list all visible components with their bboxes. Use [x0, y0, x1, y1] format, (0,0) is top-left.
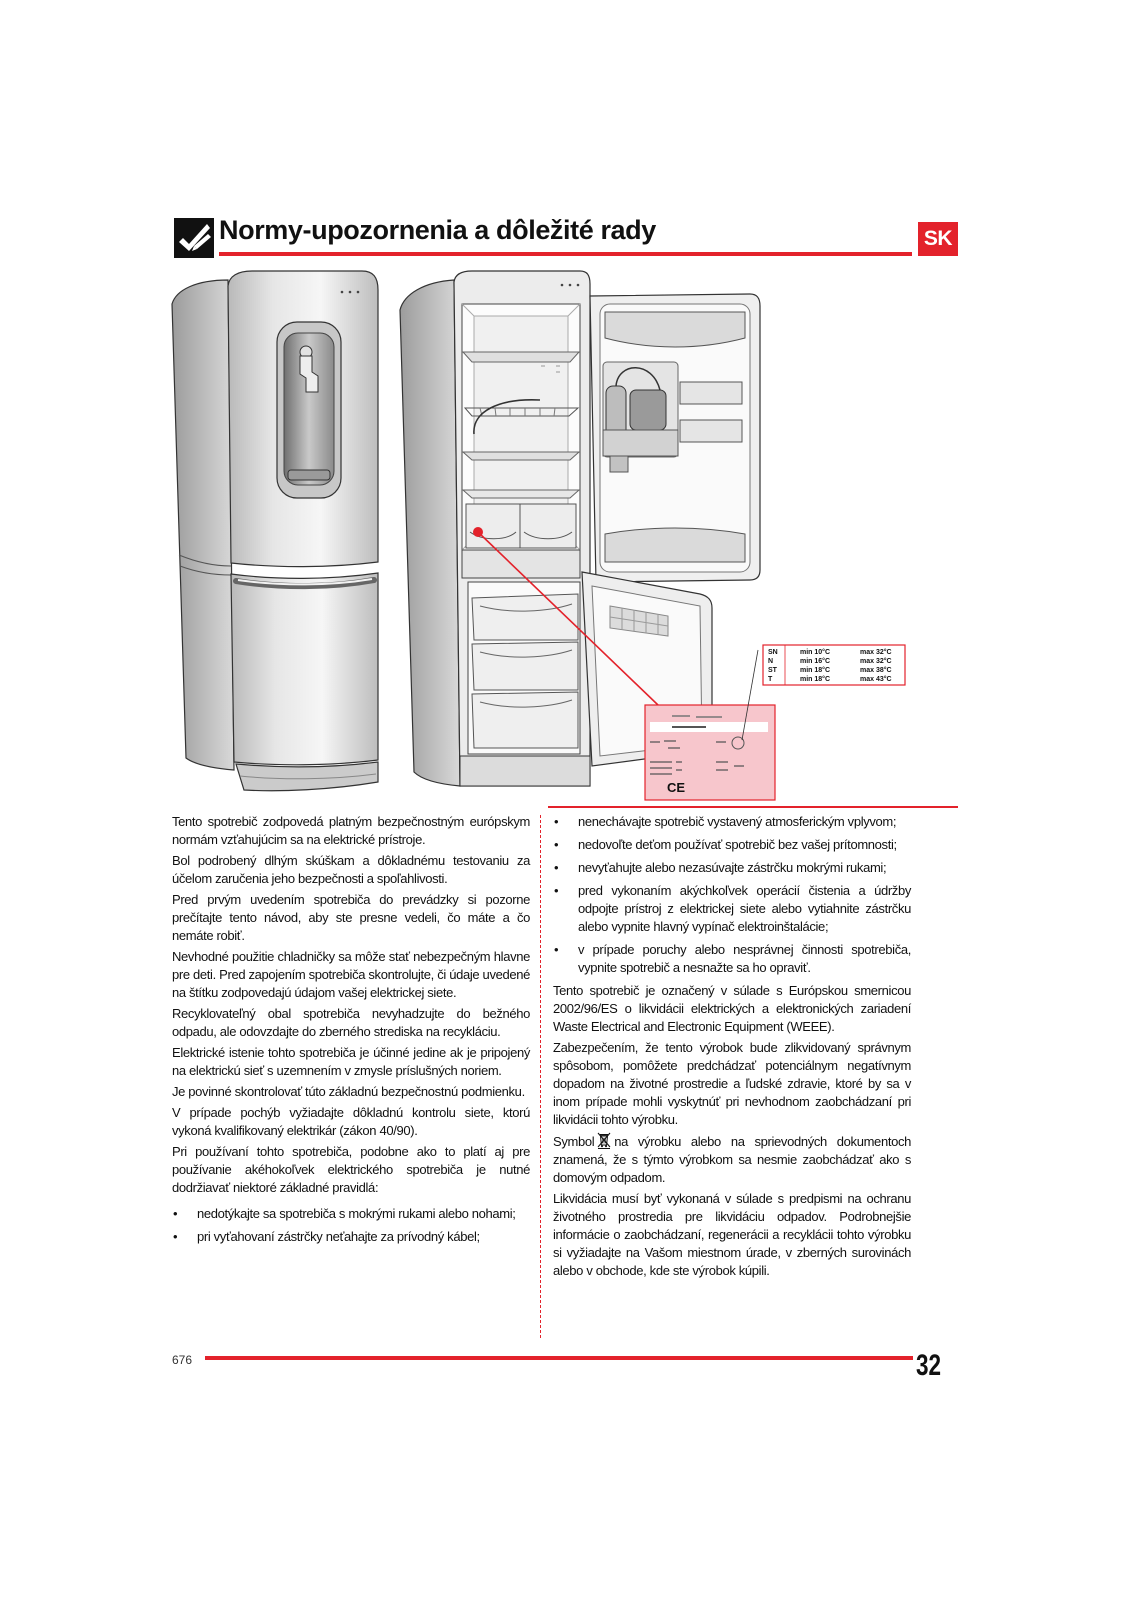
- fridge-illustration: [160, 262, 920, 807]
- document-code: 676: [172, 1353, 193, 1367]
- disposal-paragraph: Zabezpečením, že tento výrobok bude zlikvidovaný správnym spôsobom, pomôžete predchádzať potenciálnym negatívnym dopadom na životné prostredie a ľudské zdravie, ktoré by sa v inom prípade mohli vyskytnúť pri nevhodnom zaobchádzaní pri likvidácii tohto výrobku.: [553, 1040, 911, 1127]
- indicator-light: [349, 291, 352, 294]
- beer-keg: [630, 390, 666, 430]
- indicator-light: [357, 291, 360, 294]
- safety-rules-list: [553, 813, 911, 977]
- climate-min: min 16°C: [800, 658, 831, 665]
- paragraph: Tento spotrebič zodpovedá platným bezpečnostným európskym normám vzťahujúcim sa na elektrické prístroje.: [172, 814, 530, 847]
- symbol-text-after: na výrobku alebo na sprievodných dokumentoch znamená, že s týmto výrobkom sa nesmie zaobchádzať ako s domovým odpadom.: [553, 1134, 911, 1185]
- indicator-light: [341, 291, 344, 294]
- page-number: 32: [916, 1349, 942, 1382]
- indicator-light: [569, 284, 572, 287]
- glass-shelf: [463, 490, 579, 498]
- crisper-drawer: [520, 504, 576, 548]
- page-title: Normy-upozornenia a dôležité rady: [219, 215, 656, 245]
- list-item-text: nedovoľte deťom používať spotrebič bez vašej prítomnosti;: [578, 837, 897, 852]
- language-badge: SK: [918, 222, 958, 256]
- keg-tray: [603, 430, 678, 456]
- cabinet-side-panel: [400, 280, 460, 786]
- list-item: [553, 859, 911, 877]
- list-item: [553, 836, 911, 854]
- list-item-text: v prípade poruchy alebo nesprávnej činnosti spotrebiča, vypnite spotrebič a nesnažte sa ho opraviť.: [578, 942, 911, 975]
- crisper-drawer: [466, 504, 520, 548]
- rating-label: [645, 705, 775, 800]
- door-bin: [605, 312, 745, 347]
- door-shelf: [680, 420, 742, 442]
- footer-rule: [205, 1356, 913, 1360]
- paragraph: V prípade pochýb vyžiadajte dôkladnú kontrolu siete, ktorú vykoná kvalifikovaný elektrikár (zákon 40/90).: [172, 1105, 530, 1138]
- water-dispenser: [277, 322, 341, 498]
- bullet: •: [554, 837, 559, 852]
- drip-tray: [288, 470, 330, 480]
- list-item: [553, 941, 911, 977]
- dispenser-outlet: [610, 456, 628, 472]
- fridge-shelf: [463, 352, 579, 362]
- door-bin: [605, 528, 745, 562]
- list-item: [172, 1228, 530, 1246]
- climate-max: max 43°C: [860, 676, 892, 683]
- bullet: •: [554, 942, 559, 957]
- door-shelf: [680, 382, 742, 404]
- list-item-text: nenechávajte spotrebič vystavený atmosferickým vplyvom;: [578, 814, 897, 829]
- climate-min: min 18°C: [800, 676, 831, 683]
- left-column: [172, 813, 530, 1251]
- bullet: •: [173, 1229, 178, 1244]
- climate-class-table: [763, 645, 905, 685]
- column-divider: [540, 815, 541, 1338]
- bullet: •: [173, 1206, 178, 1221]
- climate-class: N: [768, 658, 774, 665]
- climate-min: min 18°C: [800, 667, 831, 674]
- fridge-side-panel: [172, 280, 234, 770]
- indicator-light: [561, 284, 564, 287]
- title-underline: [219, 252, 912, 256]
- symbol-text-before: Symbol: [553, 1134, 595, 1149]
- bullet: •: [554, 883, 559, 898]
- open-upper-door: [590, 294, 760, 582]
- climate-min: min 10°C: [800, 649, 831, 656]
- open-fridge: [400, 271, 590, 786]
- section-rule: [548, 806, 958, 808]
- weee-paragraph: Tento spotrebič je označený v súlade s Európskou smernicou 2002/96/ES o likvidácii elektrických a elektronických zariadení Waste Electrical and Electronic Equipment (WEEE).: [553, 983, 911, 1034]
- paragraph: Nevhodné použitie chladničky sa môže stať nebezpečným hlavne pre deti. Pred zapojením spotrebiča skontrolujte, či údaje uvedené na štítku zodpovedajú údajom vašej elektrickej siete.: [172, 949, 530, 1000]
- fridge-shelf: [463, 452, 579, 460]
- fridge-lower-door: [231, 573, 378, 765]
- indicator-light: [577, 284, 580, 287]
- safety-rules-list: [172, 1205, 530, 1246]
- ce-mark: CE: [667, 780, 686, 795]
- freezer-drawer: [472, 692, 578, 748]
- recycling-paragraph: Likvidácia musí byť vykonaná v súlade s predpismi na ochranu životného prostredia pre likvidáciu odpadov. Podrobnejšie informácie o zaobchádzaní, regenerácii a recyklácii tohto výrobku si vyžiadajte na Vašom miestnom úrade, v zberných surovinách alebo v obchode, kde ste výrobok kúpili.: [553, 1191, 911, 1278]
- climate-max: max 32°C: [860, 649, 892, 656]
- climate-class: ST: [768, 667, 777, 674]
- climate-class: T: [768, 676, 773, 683]
- pencil-check-icon: [174, 218, 214, 258]
- list-item-text: pri vyťahovaní zástrčky neťahajte za prívodný kábel;: [197, 1229, 480, 1244]
- list-item: [172, 1205, 530, 1223]
- paragraph: Bol podrobený dlhým skúškam a dôkladnému testovaniu za účelom zaručenia jeho bezpečnosti a spoľahlivosti.: [172, 853, 530, 886]
- rating-label-strip: [650, 722, 768, 732]
- symbol-paragraph: [553, 1132, 911, 1187]
- climate-max: max 38°C: [860, 667, 892, 674]
- climate-class: SN: [768, 649, 778, 656]
- list-item-text: nevyťahujte alebo nezasúvajte zástrčku mokrými rukami;: [578, 860, 887, 875]
- paragraph: Pred prvým uvedením spotrebiča do prevádzky si pozorne prečítajte tento návod, aby ste presne vedeli, čo máte a čo nemáte robiť.: [172, 892, 530, 943]
- cabinet-plinth: [460, 756, 590, 786]
- list-item-text: nedotýkajte sa spotrebiča s mokrými rukami alebo nohami;: [197, 1206, 516, 1221]
- closed-fridge: [172, 271, 378, 791]
- list-item: [553, 882, 911, 936]
- climate-max: max 32°C: [860, 658, 892, 665]
- paragraph: Pri používaní tohto spotrebiča, podobne ako to platí aj pre používanie akéhokoľvek elektrického spotrebiča je nutné dodržiavať niektoré základné pravidlá:: [172, 1144, 530, 1195]
- right-column: [553, 813, 911, 1283]
- bullet: •: [554, 814, 559, 829]
- crossed-bin-icon: [597, 1132, 611, 1149]
- paragraph: Recyklovateľný obal spotrebiča nevyhadzujte do bežného odpadu, ale odovzdajte do zberného strediska na recykláciu.: [172, 1006, 530, 1039]
- paragraph: Je povinné skontrolovať túto základnú bezpečnostnú podmienku.: [172, 1084, 525, 1099]
- bullet: •: [554, 860, 559, 875]
- freezer-drawer: [472, 642, 578, 690]
- rating-label-plate: [645, 705, 775, 800]
- list-item-text: pred vykonaním akýchkoľvek operácií čistenia a údržby odpojte prístroj z elektrickej siete alebo vytiahnite zástrčku alebo vypnite hlavný vypínač elektroinštalácie;: [578, 883, 911, 934]
- paragraph: Elektrické istenie tohto spotrebiča je účinné jedine ak je pripojený na elektrickú sieť s uzemnením v zmysle príslušných noriem.: [172, 1045, 530, 1078]
- list-item: [553, 813, 911, 831]
- freezer-drawer: [472, 594, 578, 640]
